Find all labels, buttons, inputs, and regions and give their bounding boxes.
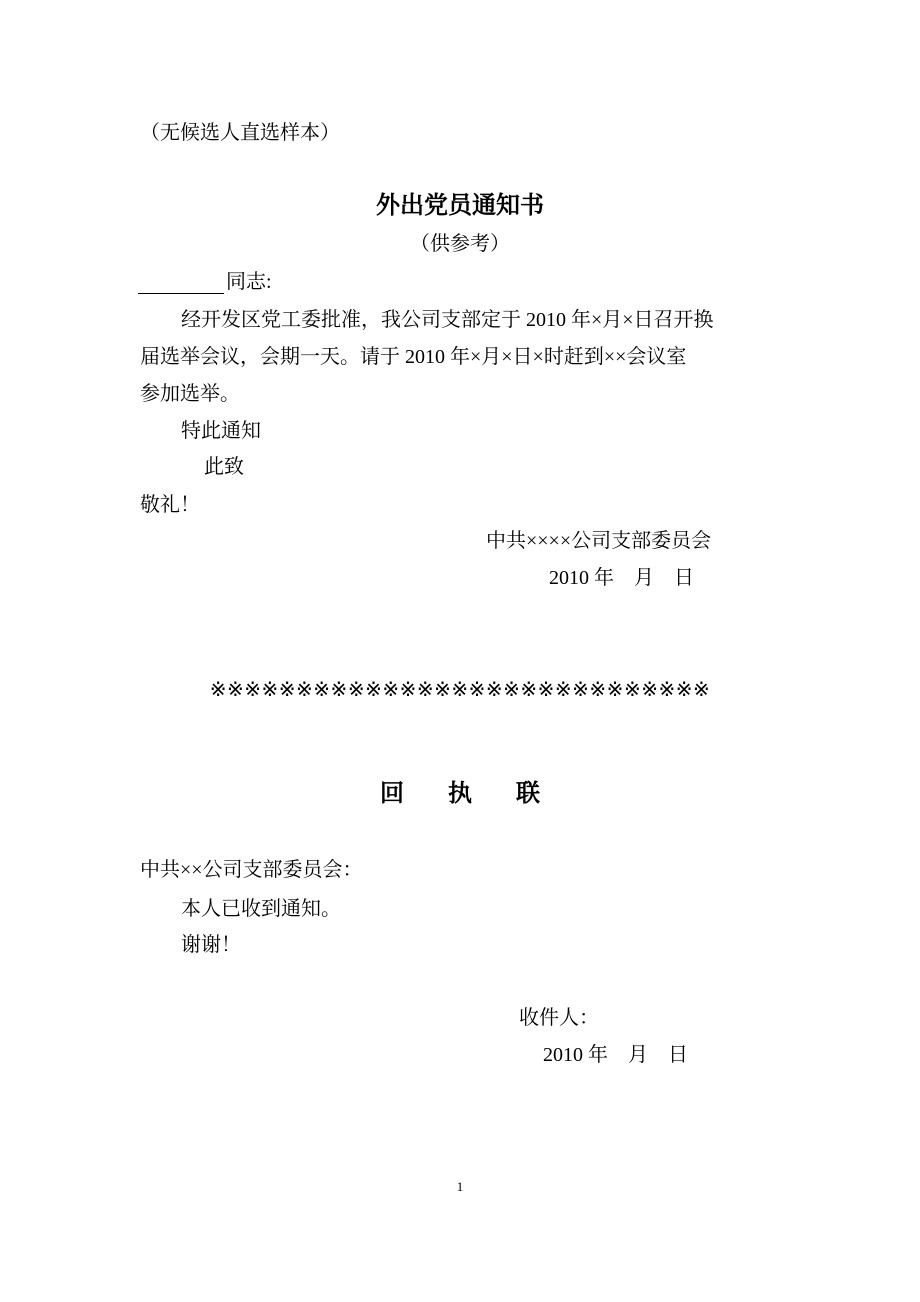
recipient-label: 收件人： <box>519 1007 599 1029</box>
receipt-addressee: 中共××公司支部委员会： <box>140 859 363 881</box>
receipt-title <box>0 782 920 806</box>
closing-notice: 特此通知 <box>181 420 261 442</box>
salutation-text: 同志: <box>226 271 272 293</box>
notice-subtitle: （供参考） <box>410 233 510 255</box>
body-line: 参加选举。 <box>140 383 240 405</box>
page-number: 1 <box>456 1179 464 1194</box>
name-blank-line <box>138 275 224 294</box>
receipt-body: 本人已收到通知。 <box>181 898 341 920</box>
salutation <box>138 270 272 294</box>
body-line: 经开发区党工委批准，我公司支部定于 2010 年×月×日召开换 <box>181 309 714 331</box>
closing-salute: 敬礼！ <box>140 494 200 516</box>
receipt-title-char: 回 <box>380 781 404 807</box>
body-line: 届选举会议，会期一天。请于 2010 年×月×日×时赶到××会议室 <box>140 346 687 368</box>
sample-note: （无候选人直选样本） <box>140 122 340 144</box>
receipt-title-char: 执 <box>448 781 472 807</box>
closing-regards: 此致 <box>204 456 244 478</box>
notice-date: 2010 年 月 日 <box>549 567 694 589</box>
receipt-title-char: 联 <box>516 781 540 807</box>
separator: ※※※※※※※※※※※※※※※※※※※※※※※※※※※※※ <box>209 679 711 701</box>
receipt-date: 2010 年 月 日 <box>543 1044 688 1066</box>
receipt-thanks: 谢谢！ <box>181 934 241 956</box>
notice-title: 外出党员通知书 <box>376 193 544 219</box>
signer: 中共××××公司支部委员会 <box>486 530 712 552</box>
